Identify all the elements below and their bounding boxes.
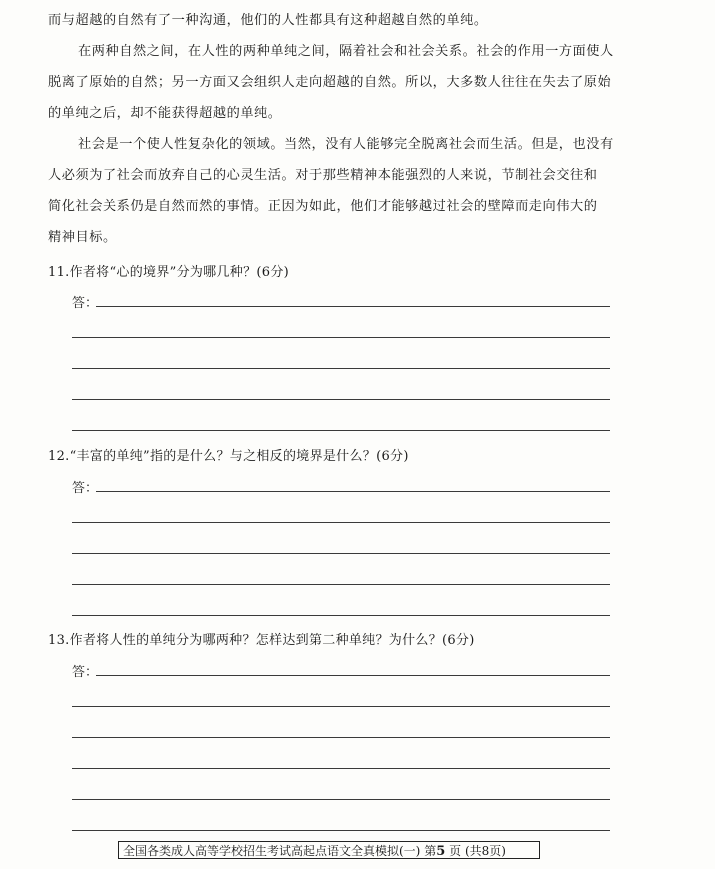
question-13 <box>48 629 475 648</box>
answer-line[interactable] <box>72 737 610 738</box>
question-text: 作者将人性的单纯分为哪两种？怎样达到第二种单纯？为什么？(6分) <box>69 633 475 648</box>
answer-line[interactable] <box>96 491 610 492</box>
answer-label: 答： <box>72 481 99 496</box>
footer-page-suffix: 页 <box>449 844 462 858</box>
question-number: 12. <box>48 449 70 464</box>
answer-line[interactable] <box>96 675 610 676</box>
question-11 <box>48 261 289 280</box>
answer-line[interactable] <box>96 306 610 307</box>
answer-line[interactable] <box>72 522 610 523</box>
passage-line: 在两种自然之间，在人性的两种单纯之间，隔着社会和社会关系。社会的作用一方面使人 <box>78 44 614 59</box>
answer-label: 答： <box>72 665 99 680</box>
footer-title: 全国各类成人高等学校招生考试高起点语文全真模拟(一) <box>123 844 421 858</box>
question-number: 13. <box>48 633 70 648</box>
answer-line[interactable] <box>72 553 610 554</box>
passage-line: 的单纯之后，却不能获得超越的单纯。 <box>48 106 282 121</box>
answer-line[interactable] <box>72 399 610 400</box>
question-text: 作者将“心的境界”分为哪几种？(6分) <box>69 265 289 280</box>
passage-line: 脱离了原始的自然；另一方面又会组织人走向超越的自然。所以，大多数人往往在失去了原始 <box>48 75 612 90</box>
answer-label: 答： <box>72 296 99 311</box>
passage-paragraph-2 <box>48 36 616 129</box>
passage-line: 简化社会关系仍是自然而然的事情。正因为如此，他们才能够越过社会的壁障而走向伟大的 <box>48 199 598 214</box>
passage-line: 人必须为了社会而放弃自己的心灵生活。对于那些精神本能强烈的人来说，节制社会交往和 <box>48 168 598 183</box>
question-text: “丰富的单纯”指的是什么？与之相反的境界是什么？(6分) <box>69 449 409 464</box>
passage-line: 而与超越的自然有了一种沟通，他们的人性都具有这种超越自然的单纯。 <box>48 13 488 28</box>
answer-line[interactable] <box>72 706 610 707</box>
footer-page-prefix: 第 <box>424 844 437 858</box>
answer-line[interactable] <box>72 799 610 800</box>
answer-line[interactable] <box>72 584 610 585</box>
question-12 <box>48 445 409 464</box>
question-number: 11. <box>48 265 70 280</box>
passage-paragraph-3 <box>48 129 616 253</box>
passage-paragraph-1 <box>48 5 616 36</box>
footer-total-pages: (共8页) <box>464 844 506 858</box>
page-footer <box>118 841 540 859</box>
answer-line[interactable] <box>72 768 610 769</box>
answer-line[interactable] <box>72 368 610 369</box>
passage-line: 社会是一个使人性复杂化的领域。当然，没有人能够完全脱离社会而生活。但是，也没有 <box>78 137 614 152</box>
answer-line[interactable] <box>72 615 610 616</box>
answer-line[interactable] <box>72 337 610 338</box>
answer-line[interactable] <box>72 830 610 831</box>
footer-page-number: 5 <box>436 844 446 859</box>
passage-line: 精神目标。 <box>48 230 117 245</box>
answer-line[interactable] <box>72 430 610 431</box>
